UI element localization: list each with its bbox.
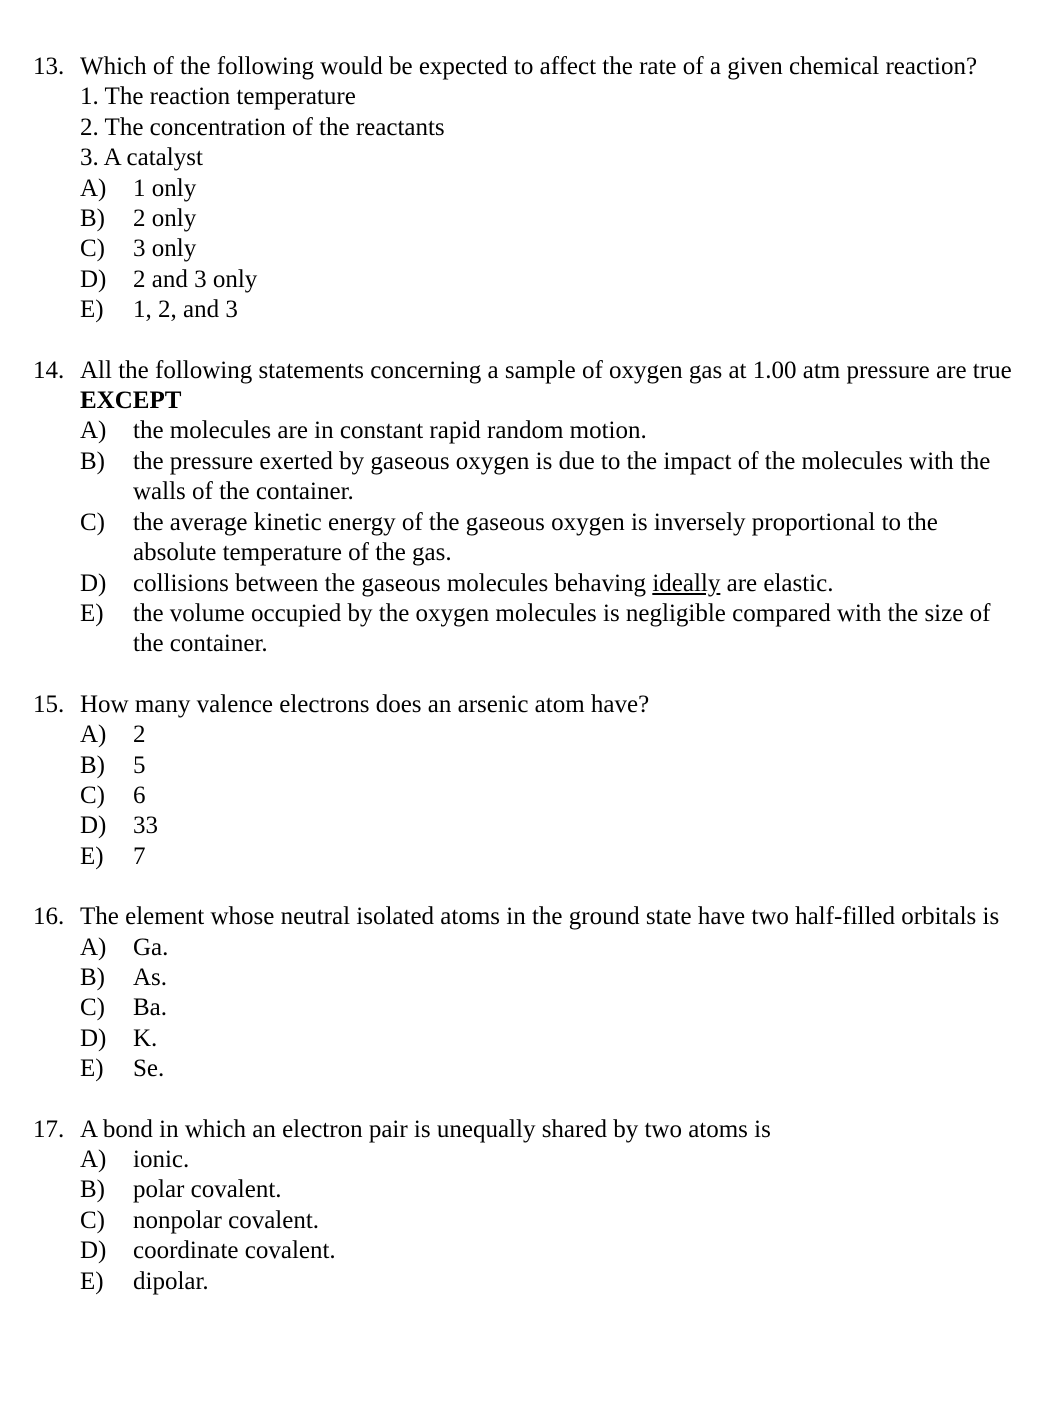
- question-stem: [80, 356, 1025, 417]
- choice-text: the molecules are in constant rapid random motion.: [133, 417, 647, 445]
- choice-text-part: collisions between the gaseous molecules behaving: [133, 569, 653, 597]
- choice-text: 2 only: [133, 205, 197, 233]
- choice-c: [0, 1206, 1058, 1236]
- choice-text: polar covalent.: [133, 1176, 282, 1204]
- choice-letter: E): [80, 842, 104, 870]
- choice-letter: C): [80, 1206, 105, 1234]
- choice-text: dipolar.: [133, 1267, 209, 1295]
- choice-letter: D): [80, 569, 107, 597]
- choice-text: the average kinetic energy of the gaseous oxygen is inversely proportional to the absolute temperature of the gas.: [133, 508, 938, 567]
- exam-page: [0, 52, 1058, 1327]
- question-14: [0, 356, 1058, 660]
- choice-text: ionic.: [133, 1146, 190, 1173]
- choice-letter: B): [80, 447, 105, 475]
- choice-c: [0, 993, 1058, 1023]
- choice-a: [0, 416, 1058, 446]
- question-15: [0, 690, 1058, 872]
- choice-text: coordinate covalent.: [133, 1237, 336, 1265]
- choice-letter: A): [80, 417, 107, 445]
- choice-a: [0, 174, 1058, 204]
- question-number: 15.: [33, 690, 65, 718]
- question-number: 16.: [33, 903, 65, 931]
- choice-letter: E): [80, 296, 104, 324]
- choice-letter: A): [80, 1146, 107, 1173]
- choice-letter: C): [80, 235, 105, 263]
- choice-letter: C): [80, 781, 105, 809]
- stem-emphasis: EXCEPT: [80, 387, 182, 415]
- choice-letter: B): [80, 1176, 105, 1204]
- statement: 1. The reaction temperature: [80, 83, 356, 111]
- choice-b: [0, 447, 1058, 508]
- choice-b: [0, 751, 1058, 781]
- question-16: [0, 902, 1058, 1084]
- choice-text: 33: [133, 812, 158, 840]
- question-13: [0, 52, 1058, 326]
- choice-c: [0, 508, 1058, 569]
- choice-a: [0, 1145, 1058, 1175]
- choice-text: the pressure exerted by gaseous oxygen is due to the impact of the molecules with the walls of the container.: [133, 447, 991, 506]
- question-stem: How many valence electrons does an arsenic atom have?: [80, 690, 650, 718]
- choice-letter: B): [80, 205, 105, 233]
- question-stem: A bond in which an electron pair is unequally shared by two atoms is: [80, 1115, 771, 1143]
- question-number: 17.: [33, 1115, 65, 1143]
- choice-e: [0, 842, 1058, 872]
- choice-d: [0, 1024, 1058, 1054]
- choice-b: [0, 963, 1058, 993]
- choice-text: 5: [133, 751, 146, 779]
- choice-text: 1 only: [133, 174, 197, 202]
- choice-letter: D): [80, 1024, 107, 1052]
- choice-letter: D): [80, 812, 107, 840]
- choice-d: [0, 569, 1058, 599]
- choice-text-part: are elastic.: [720, 569, 834, 597]
- choice-letter: A): [80, 174, 107, 202]
- underlined-word: ideally: [652, 569, 721, 597]
- choice-text: 3 only: [133, 235, 197, 263]
- choice-text: K.: [133, 1024, 158, 1052]
- statement: 2. The concentration of the reactants: [80, 113, 445, 141]
- statement: 3. A catalyst: [80, 144, 203, 172]
- choice-letter: D): [80, 265, 107, 293]
- choice-letter: B): [80, 751, 105, 779]
- choice-text: nonpolar covalent.: [133, 1206, 320, 1234]
- choice-text: [133, 569, 1023, 599]
- question-stem: The element whose neutral isolated atoms in the ground state have two half-filled orbitals is: [80, 903, 1000, 931]
- choice-b: [0, 204, 1058, 234]
- choice-e: [0, 1054, 1058, 1084]
- choice-text: 2 and 3 only: [133, 265, 258, 293]
- choice-letter: A): [80, 933, 107, 961]
- stem-text: All the following statements concerning a sample of oxygen gas at 1.00 atm pressure are true: [80, 356, 1012, 384]
- choice-text: Ga.: [133, 933, 169, 961]
- choice-text: Ba.: [133, 994, 168, 1022]
- choice-letter: E): [80, 1055, 104, 1083]
- choice-text: the volume occupied by the oxygen molecules is negligible compared with the size of the container.: [133, 599, 991, 658]
- choice-letter: A): [80, 721, 107, 749]
- choice-d: [0, 811, 1058, 841]
- choice-letter: E): [80, 1267, 104, 1295]
- choice-b: [0, 1175, 1058, 1205]
- choice-e: [0, 599, 1058, 660]
- choice-text: 1, 2, and 3: [133, 296, 238, 324]
- choice-text: Se.: [133, 1055, 165, 1083]
- choice-c: [0, 234, 1058, 264]
- choice-text: As.: [133, 963, 168, 991]
- choice-letter: C): [80, 994, 105, 1022]
- choice-c: [0, 781, 1058, 811]
- choice-a: [0, 720, 1058, 750]
- question-stem: Which of the following would be expected to affect the rate of a given chemical reaction?: [80, 53, 978, 80]
- choice-d: [0, 265, 1058, 295]
- choice-text: 2: [133, 721, 146, 749]
- choice-letter: B): [80, 963, 105, 991]
- choice-e: [0, 1267, 1058, 1297]
- choice-letter: D): [80, 1237, 107, 1265]
- choice-text: 7: [133, 842, 146, 870]
- question-number: 14.: [33, 356, 65, 384]
- choice-letter: C): [80, 508, 105, 536]
- choice-letter: E): [80, 599, 104, 627]
- choice-text: 6: [133, 781, 146, 809]
- question-17: [0, 1115, 1058, 1297]
- question-number: 13.: [33, 53, 65, 80]
- choice-a: [0, 933, 1058, 963]
- choice-d: [0, 1236, 1058, 1266]
- choice-e: [0, 295, 1058, 325]
